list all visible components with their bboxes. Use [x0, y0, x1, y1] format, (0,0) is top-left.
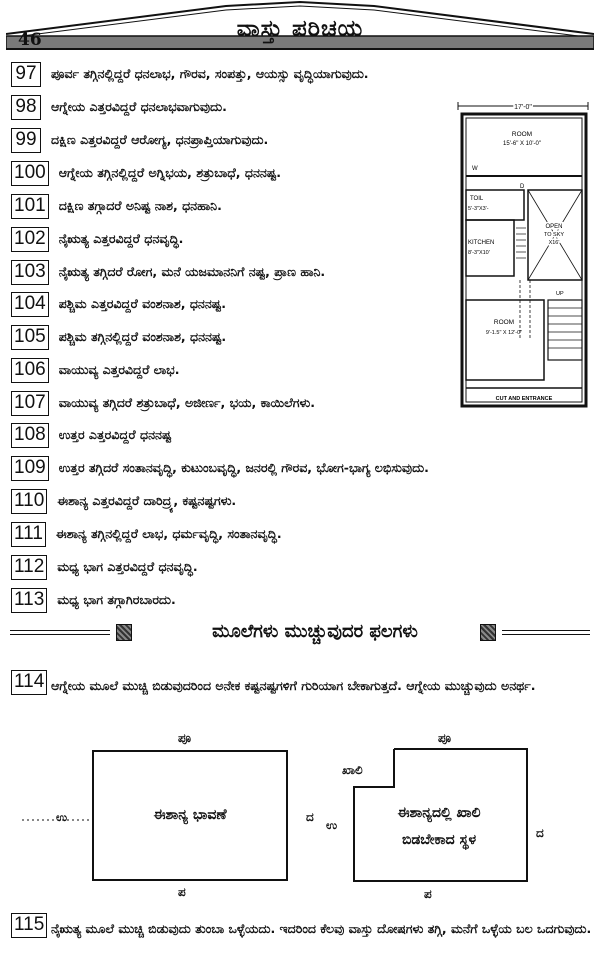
section-square-icon	[480, 624, 496, 641]
rule-number: 105	[11, 325, 49, 350]
diagram1-box	[92, 750, 288, 881]
rule-item	[11, 94, 227, 120]
open-size: X16'	[548, 240, 560, 246]
section-rule-left	[10, 630, 110, 635]
bottom-room-size: 9'-1.5" X 12'-0"	[485, 330, 523, 336]
rule-number: 112	[11, 555, 47, 580]
rule-item	[11, 488, 236, 514]
kitchen-size: 8'-3"X10'	[468, 250, 490, 256]
rule-number: 107	[11, 391, 49, 416]
diagram1-north-label: ಪೂ	[178, 731, 191, 745]
dashed-guide-line	[22, 818, 92, 822]
rule-text: ಆಗ್ನೇಯ ತಗ್ಗಿನಲ್ಲಿದ್ದರೆ ಅಗ್ನಿಭಯ, ಶತ್ರುಬಾಧೆ, ಧನನಷ್ಟ.	[58, 165, 282, 180]
rule-number: 98	[11, 95, 41, 120]
rule-text: ಉತ್ತರ ಎತ್ತರವಿದ್ದರೆ ಧನನಷ್ಟ	[58, 427, 172, 442]
rule-item	[11, 259, 325, 285]
door-mark: D	[520, 184, 525, 190]
rule-item	[11, 913, 593, 966]
page-header	[6, 0, 594, 54]
rule-item	[11, 291, 226, 317]
rule-item	[11, 193, 222, 219]
bottom-room-label: ROOM	[493, 319, 515, 326]
plan-width-label: 17'-0"	[514, 104, 532, 111]
rule-text: ಉತ್ತರ ತಗ್ಗಿದರೆ ಸಂತಾನವೃದ್ಧಿ, ಕುಟುಂಬವೃದ್ಧಿ, ಜನರಲ್ಲಿ ಗೌರವ, ಭೋಗ-ಭಾಗ್ಯ ಲಭಿಸುವುದು.	[58, 460, 429, 475]
floor-plan	[456, 100, 592, 420]
rule-number: 115	[11, 913, 47, 938]
outer-wall	[462, 114, 586, 406]
rule-item	[11, 61, 369, 87]
rule-text: ಆಗ್ನೇಯ ಎತ್ತರವಿದ್ದರೆ ಧನಲಾಭವಾಗುವುದು.	[51, 99, 227, 114]
diagram2-north-label: ಪೂ	[438, 731, 451, 745]
top-room-label: ROOM	[511, 131, 533, 138]
rule-number: 104	[11, 292, 49, 317]
section-heading	[10, 620, 590, 646]
kitchen-label: KITCHEN	[468, 240, 495, 246]
rule-text: ನೈಋತ್ಯ ಮೂಲೆ ಮುಚ್ಚಿ ಬಿಡುವುದು ತುಂಬಾ ಒಳ್ಳೆಯದು. ಇದರಿಂದ ಕೆಲವು ವಾಸ್ತು ದೋಷಗಳು ತಗ್ಗಿ, ಮನೆಗೆ ಒಳ್ಳೆಯ ಬಲ ಒದಗುವುದು.	[51, 921, 592, 936]
section-square-icon	[116, 624, 132, 641]
rule-number: 113	[11, 588, 47, 613]
top-room-size: 15'-6" X 10'-0"	[503, 141, 541, 147]
diagram2-south-label: ಪ	[424, 887, 432, 901]
rule-item	[11, 390, 315, 416]
diagram1-east-label: ದ	[306, 810, 314, 824]
rule-text: ದಕ್ಷಿಣ ಎತ್ತರವಿದ್ದರೆ ಆರೋಗ್ಯ, ಧನಪ್ರಾಪ್ತಿಯಾಗುವುದು.	[51, 132, 269, 147]
rule-number: 111	[11, 522, 46, 547]
rule-number: 97	[11, 62, 41, 87]
rule-text: ಪಶ್ಚಿಮ ತಗ್ಗಿನಲ್ಲಿದ್ದರೆ ವಂಶನಾಶ, ಧನನಷ್ಟ.	[58, 329, 227, 344]
rule-text: ಮಧ್ಯ ಭಾಗ ಎತ್ತರವಿದ್ದರೆ ಧನವೃದ್ಧಿ.	[57, 559, 198, 574]
diagram1-center-text: ಈಶಾನ್ಯ ಭಾವಣೆ	[153, 807, 227, 823]
rule-text: ವಾಯುವ್ಯ ಎತ್ತರವಿದ್ದರೆ ಲಾಭ.	[58, 362, 180, 377]
rule-item	[11, 670, 593, 724]
rule-item	[11, 422, 171, 448]
rule-item	[11, 554, 198, 580]
rule-text: ಪಶ್ಚಿಮ ಎತ್ತರವಿದ್ದರೆ ವಂಶನಾಶ, ಧನನಷ್ಟ.	[58, 296, 226, 311]
page-title: ವಾಸ್ತು ಪರಿಚಯ	[236, 16, 364, 42]
rule-item	[11, 226, 183, 252]
rule-number: 109	[11, 456, 49, 481]
entrance-note: CUT AND ENTRANCE	[495, 396, 553, 402]
toilet-label: TOIL	[470, 196, 484, 202]
diagram2-center-line1: ಈಶಾನ್ಯದಲ್ಲಿ ಖಾಲಿ	[397, 805, 481, 821]
section-rule-right	[502, 630, 590, 635]
rule-text: ನೈಋತ್ಯ ಎತ್ತರವಿದ್ದರೆ ಧನವೃದ್ಧಿ.	[58, 231, 184, 246]
rule-number: 100	[11, 161, 49, 186]
open-sub-label: TO SKY	[543, 232, 565, 238]
window-mark: W	[472, 166, 478, 172]
rule-text: ಮಧ್ಯ ಭಾಗ ತಗ್ಗಾಗಿರಬಾರದು.	[57, 592, 176, 607]
rule-text: ಈಶಾನ್ಯ ಎತ್ತರವಿದ್ದರೆ ದಾರಿದ್ರ್ಯ, ಕಷ್ಟನಷ್ಟಗಳು.	[57, 493, 237, 508]
rule-text: ನೈಋತ್ಯ ತಗ್ಗಿದರೆ ರೋಗ, ಮನೆ ಯಜಮಾನನಿಗೆ ನಷ್ಟ, ಪ್ರಾಣ ಹಾನಿ.	[58, 264, 326, 279]
rule-number: 102	[11, 227, 49, 252]
page-number: 46	[18, 30, 42, 50]
rule-number: 106	[11, 358, 49, 383]
rule-item	[11, 357, 179, 383]
rule-item	[11, 521, 282, 547]
rule-number: 101	[11, 194, 49, 219]
diagram2-east-label: ದ	[536, 826, 544, 840]
diagram2-west-label: ಉ	[326, 818, 338, 832]
rule-number: 99	[11, 128, 41, 153]
rule-item	[11, 160, 281, 186]
rule-item	[11, 127, 268, 153]
up-mark: UP	[556, 291, 564, 297]
diagram1-south-label: ಪ	[178, 885, 186, 899]
rule-text: ಈಶಾನ್ಯ ತಗ್ಗಿನಲ್ಲಿದ್ದರೆ ಲಾಭ, ಧರ್ಮವೃದ್ಧಿ, ಸಂತಾನವೃದ್ಧಿ.	[55, 526, 282, 541]
rule-text: ಆಗ್ನೇಯ ಮೂಲೆ ಮುಚ್ಚಿ ಬಿಡುವುದರಿಂದ ಅನೇಕ ಕಷ್ಟನಷ್ಟಗಳಿಗೆ ಗುರಿಯಾಗ ಬೇಕಾಗುತ್ತದೆ. ಆಗ್ನೇಯ ಮುಚ್ಚುವುದು ಅನರ್ಥ.	[51, 678, 536, 693]
rule-item	[11, 324, 226, 350]
diagram1-west-label: ಉ	[56, 810, 68, 824]
rule-number: 108	[11, 423, 49, 448]
rule-number: 103	[11, 260, 49, 285]
rule-number: 110	[11, 489, 47, 514]
rule-item	[11, 455, 429, 481]
diagram2-center-line2: ಬಿಡಬೇಕಾದ ಸ್ಥಳ	[401, 832, 477, 848]
section-title: ಮೂಲೆಗಳು ಮುಚ್ಚುವುದರ ಫಲಗಳು	[212, 621, 418, 642]
rule-text: ಪೂರ್ವ ತಗ್ಗಿನಲ್ಲಿದ್ದರೆ ಧನಲಾಭ, ಗೌರವ, ಸಂಪತ್ತು, ಆಯಸ್ಸು ವೃದ್ಧಿಯಾಗುವುದು.	[51, 66, 369, 81]
toilet-size: 5'-3"X3'-	[468, 206, 489, 212]
rule-item	[11, 587, 176, 613]
diagram2-corner-label: ಖಾಲಿ	[342, 763, 363, 777]
rule-text: ವಾಯುವ್ಯ ತಗ್ಗಿದರೆ ಶತ್ರುಬಾಧೆ, ಅಜೀರ್ಣ, ಭಯ, ಕಾಯಿಲೆಗಳು.	[58, 395, 315, 410]
rule-text: ದಕ್ಷಿಣ ತಗ್ಗಾದರೆ ಅನಿಷ್ಟ ನಾಶ, ಧನಹಾನಿ.	[58, 198, 222, 213]
rule-number: 114	[11, 670, 47, 695]
open-label: OPEN	[545, 224, 563, 230]
